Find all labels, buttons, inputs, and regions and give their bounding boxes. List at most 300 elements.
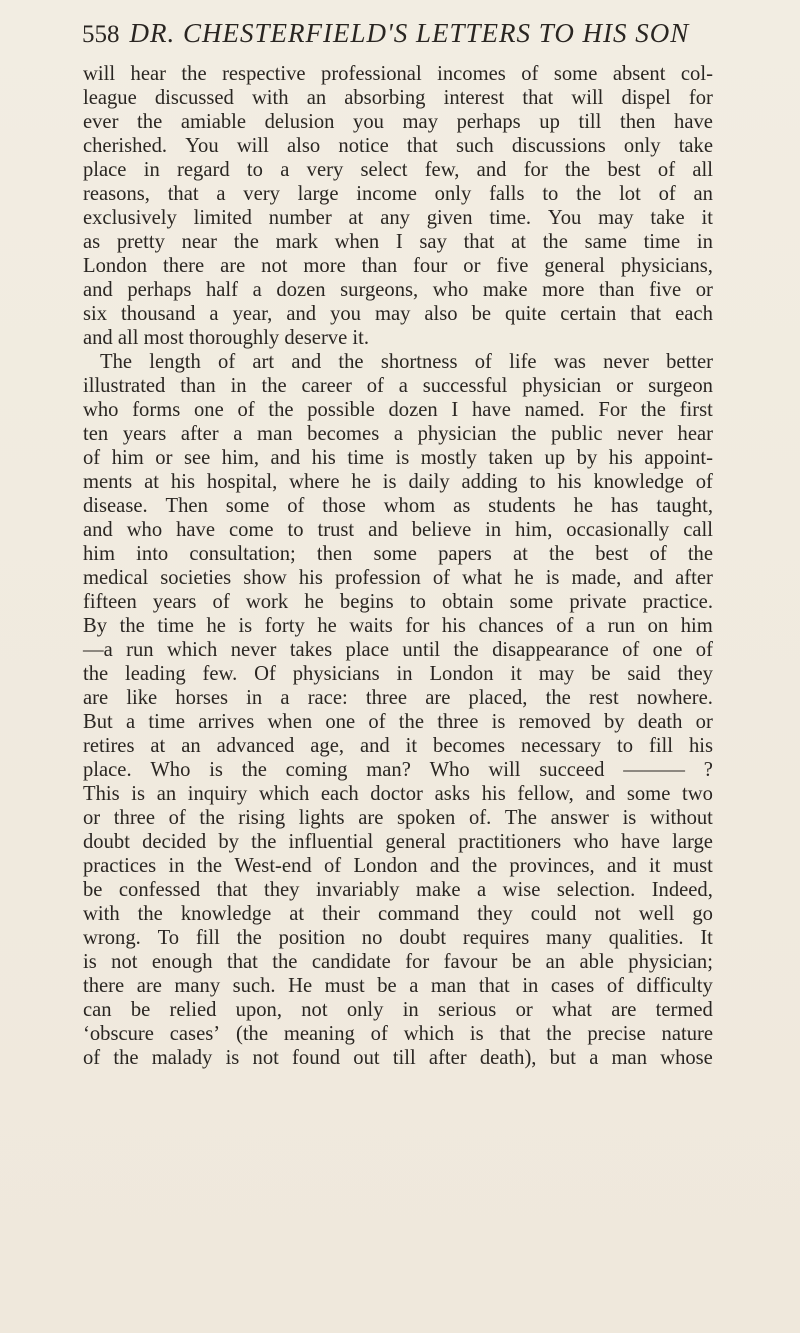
word: He (288, 975, 313, 997)
word: few, (424, 159, 460, 181)
word: where (289, 471, 340, 493)
word: the (511, 423, 537, 445)
word: for (688, 87, 713, 109)
word: It (700, 927, 713, 949)
word: thoroughly (188, 327, 285, 349)
word: said (627, 663, 661, 685)
word: what (462, 567, 503, 589)
word: also (287, 135, 321, 157)
word: given (426, 207, 473, 229)
word: call (683, 519, 713, 541)
word: delusion (264, 111, 335, 133)
text-line (83, 566, 713, 590)
word: practitioners (458, 831, 562, 853)
word: not (261, 255, 288, 277)
word: the (545, 687, 571, 709)
word: and (585, 783, 616, 805)
word: enough (151, 951, 213, 973)
word: a (280, 159, 290, 181)
word: in (696, 231, 713, 253)
word: for (405, 951, 430, 973)
word: limited (193, 207, 252, 229)
word: the (199, 807, 225, 829)
word: serious (437, 999, 497, 1021)
word: influential (288, 831, 374, 853)
word: that (167, 183, 199, 205)
word: of (370, 1023, 388, 1045)
word: reasons, (83, 183, 150, 205)
word: up (539, 111, 560, 133)
text-line (83, 686, 713, 710)
word: a (126, 711, 136, 733)
word: named. (524, 399, 585, 421)
word: of (695, 471, 713, 493)
text-line (83, 950, 713, 974)
word: difficulty (636, 975, 713, 997)
word: you (330, 303, 361, 325)
word: in (143, 159, 160, 181)
word: him, (515, 519, 553, 541)
word: only (623, 135, 661, 157)
word: confessed (118, 879, 201, 901)
word: quite (505, 303, 547, 325)
word: each (320, 783, 359, 805)
word: in (246, 687, 263, 709)
word: meaning (283, 1023, 355, 1045)
word: deserve (284, 327, 353, 349)
word: and (606, 855, 637, 877)
word: the (261, 375, 287, 397)
text-line (83, 254, 713, 278)
word: are (220, 255, 246, 277)
word: the (687, 543, 713, 565)
text-line (83, 902, 713, 926)
word: in (485, 519, 502, 541)
word: at (289, 903, 305, 925)
word: the (137, 111, 163, 133)
word: age, (310, 735, 345, 757)
word: papers (438, 543, 492, 565)
word: it (510, 663, 522, 685)
word: be (130, 999, 151, 1021)
word: when (267, 711, 313, 733)
word: removed (518, 711, 591, 733)
word: the (471, 855, 498, 877)
word: place (83, 159, 127, 181)
word: that (463, 231, 495, 253)
word: his (608, 447, 633, 469)
word: than (599, 279, 635, 301)
word: for (523, 159, 548, 181)
word: is (83, 951, 97, 973)
word: he (206, 615, 226, 637)
word: dozen (388, 399, 438, 421)
word: his (311, 447, 336, 469)
word: wrong. (83, 927, 141, 949)
word: I (451, 399, 459, 421)
running-head (82, 18, 730, 58)
word: necessary (521, 735, 602, 757)
word: pretty (116, 231, 165, 253)
word: interest (443, 87, 505, 109)
word: that (216, 879, 248, 901)
word: ments (83, 471, 133, 493)
word: spoken (396, 807, 456, 829)
word: placed, (468, 687, 528, 709)
word: exclusively (83, 207, 177, 229)
word: be (511, 951, 532, 973)
text-line (83, 710, 713, 734)
word: knowledge (593, 471, 684, 493)
word: run (126, 639, 154, 661)
running-title: DR. CHESTERFIELD'S LETTERS TO HIS SON (129, 18, 690, 48)
word: of (368, 711, 386, 733)
word: the (233, 231, 259, 253)
word: retires (83, 735, 135, 757)
word: becomes (307, 423, 380, 445)
word: some (509, 591, 554, 613)
word: disease. (83, 495, 148, 517)
word: such (455, 135, 494, 157)
word: will (83, 63, 116, 85)
word: relied (169, 999, 217, 1021)
word: physician (522, 375, 602, 397)
word: have (621, 831, 660, 853)
word: made, (571, 567, 622, 589)
word: an (693, 183, 713, 205)
word: the (119, 615, 145, 637)
word: four (413, 255, 448, 277)
word: of (83, 1047, 101, 1069)
word: hospital, (206, 471, 278, 493)
word: Of (254, 663, 276, 685)
word: absent (612, 63, 666, 85)
word: and (83, 279, 113, 301)
word: could (530, 903, 577, 925)
word: cases’ (169, 1023, 221, 1045)
word: there (83, 975, 125, 997)
word: death (637, 711, 683, 733)
word: time (157, 615, 194, 637)
word: and (476, 159, 507, 181)
word: is (131, 783, 146, 805)
word: has (610, 495, 639, 517)
word: after (180, 423, 219, 445)
word: the (453, 639, 479, 661)
word: ? (703, 759, 713, 781)
word: is (545, 567, 560, 589)
word: a (585, 615, 596, 637)
word: of (658, 183, 676, 205)
word: never (617, 423, 663, 445)
word: forty (264, 615, 305, 637)
word: appoint- (644, 447, 713, 469)
word: in (396, 663, 413, 685)
word: private (569, 591, 627, 613)
word: The (504, 807, 537, 829)
word: To (157, 927, 180, 949)
word: by (218, 831, 239, 853)
word: five (496, 255, 529, 277)
word: certain (560, 303, 617, 325)
text-line (83, 974, 713, 998)
word: work (245, 591, 289, 613)
word: most (143, 327, 189, 349)
word: will (236, 135, 269, 157)
word: without (649, 807, 713, 829)
word: take (678, 135, 713, 157)
word: come (228, 519, 274, 541)
word: (the (235, 1023, 268, 1045)
word: Who (429, 759, 470, 781)
word: some (225, 495, 270, 517)
word: say (419, 231, 447, 253)
word: which (166, 639, 218, 661)
word: at (511, 231, 527, 253)
word: fill (195, 927, 220, 949)
word: is (209, 759, 223, 781)
page-number: 558 (82, 21, 120, 48)
word: Who (150, 759, 191, 781)
word: his (557, 471, 582, 493)
text-line (83, 374, 713, 398)
word: discussed (154, 87, 234, 109)
word: found (292, 1047, 341, 1069)
word: that (630, 303, 662, 325)
word: time (643, 231, 681, 253)
word: of (323, 855, 342, 877)
word: till (392, 1047, 416, 1069)
word: the (576, 183, 602, 205)
word: not (252, 1047, 279, 1069)
text-line (83, 614, 713, 638)
word: after (428, 1047, 467, 1069)
word: a (233, 423, 243, 445)
word: whom (383, 495, 436, 517)
word: or (155, 447, 173, 469)
text-line (83, 782, 713, 806)
word: whose (660, 1047, 713, 1069)
text-line (83, 638, 713, 662)
word: to (529, 471, 546, 493)
word: the (113, 1047, 139, 1069)
text-line (83, 302, 713, 326)
word: hear (677, 423, 713, 445)
text-line (83, 734, 713, 758)
word: that (499, 1023, 531, 1045)
word: half (206, 279, 239, 301)
word: advanced (216, 735, 295, 757)
text-line (83, 134, 713, 158)
word: the (640, 399, 666, 421)
word: may (598, 207, 634, 229)
text-line (83, 758, 713, 782)
text-line (83, 854, 713, 878)
word: fifteen (83, 591, 137, 613)
word: also (424, 303, 458, 325)
word: and (633, 567, 664, 589)
word: doubt (83, 831, 130, 853)
word: art (252, 351, 275, 373)
word: of (218, 351, 236, 373)
word: at (348, 207, 364, 229)
word: only (434, 183, 472, 205)
word: the (137, 903, 163, 925)
word: By (83, 615, 108, 637)
word: have (472, 399, 511, 421)
word: at (512, 543, 528, 565)
word: his (688, 735, 713, 757)
text-line (83, 398, 713, 422)
word: each (675, 303, 713, 325)
word: is (491, 711, 506, 733)
word: taught, (656, 495, 713, 517)
word: as (83, 231, 101, 253)
word: and (270, 447, 301, 469)
word: favour (443, 951, 498, 973)
word: the (181, 63, 207, 85)
word: three (365, 687, 408, 709)
word: cases (550, 975, 595, 997)
word: of (521, 63, 539, 85)
word: to (542, 183, 559, 205)
word: like (126, 687, 158, 709)
word: chances (478, 615, 544, 637)
word: better (666, 351, 713, 373)
text-line (83, 326, 713, 350)
word: of (83, 447, 101, 469)
word: of (212, 591, 230, 613)
body-text (83, 62, 713, 1070)
word: a (398, 375, 408, 397)
word: the (236, 927, 262, 949)
word: horses (175, 687, 228, 709)
word: life (509, 351, 537, 373)
word: be (591, 663, 611, 685)
word: possible (307, 399, 375, 421)
word: man (430, 975, 467, 997)
word: invariably (315, 879, 400, 901)
word: many (174, 975, 221, 997)
word: trust (317, 519, 355, 541)
word: lights (298, 807, 345, 829)
word: succeed (539, 759, 605, 781)
word: on (647, 615, 669, 637)
word: years (152, 591, 197, 613)
word: place (345, 639, 389, 661)
word: an (306, 87, 327, 109)
word: adding (461, 471, 518, 493)
word: all (692, 159, 713, 181)
word: professional (321, 63, 422, 85)
word: till (578, 111, 602, 133)
text-line (83, 926, 713, 950)
word: may (538, 663, 575, 685)
word: the (564, 159, 591, 181)
word: but (549, 1047, 576, 1069)
word: at (150, 735, 166, 757)
word: best (595, 543, 629, 565)
word: public (551, 423, 603, 445)
word: mostly (420, 447, 477, 469)
word: can (83, 999, 112, 1021)
text-line (83, 878, 713, 902)
text-line (83, 494, 713, 518)
word: You (547, 207, 582, 229)
word: than (361, 255, 398, 277)
word: physicians, (620, 255, 713, 277)
text-line (83, 86, 713, 110)
word: with (83, 903, 120, 925)
word: of (474, 351, 492, 373)
word: general (385, 831, 446, 853)
word: in (522, 975, 539, 997)
word: than (180, 375, 216, 397)
word: up (544, 447, 566, 469)
word: surgeon (648, 375, 713, 397)
word: more (542, 279, 585, 301)
word: illustrated (83, 375, 166, 397)
word: they (677, 663, 713, 685)
word: leading (125, 663, 186, 685)
word: out (353, 1047, 380, 1069)
text-line (83, 206, 713, 230)
word: be (471, 303, 492, 325)
word: he (317, 615, 337, 637)
word: are (358, 807, 384, 829)
word: be (377, 975, 397, 997)
word: the (338, 351, 364, 373)
word: forms (132, 399, 181, 421)
word: three (113, 807, 155, 829)
word: London (83, 255, 148, 277)
word: and (359, 735, 390, 757)
word: amiable (180, 111, 247, 133)
word: him (111, 447, 144, 469)
word: col- (680, 63, 713, 85)
word: as (453, 495, 471, 517)
text-line (83, 278, 713, 302)
word: never (603, 351, 649, 373)
word: daily (408, 471, 450, 493)
word: and (286, 303, 317, 325)
word: or (695, 711, 713, 733)
word: mark (275, 231, 318, 253)
word: the (548, 543, 575, 565)
word: of (649, 543, 667, 565)
word: precise (587, 1023, 646, 1045)
word: and (291, 351, 322, 373)
word: five (649, 279, 682, 301)
word: a (280, 687, 290, 709)
word: requires (462, 927, 530, 949)
word: physician (417, 423, 497, 445)
word: of (622, 639, 640, 661)
word: then (619, 111, 656, 133)
word: West-end (234, 855, 312, 877)
word: he (351, 471, 371, 493)
word: man (257, 423, 293, 445)
word: wise (502, 879, 541, 901)
text-line (83, 830, 713, 854)
word: not (301, 999, 328, 1021)
word: physicians (292, 663, 380, 685)
text-line (83, 230, 713, 254)
word: into (136, 543, 169, 565)
text-line (83, 446, 713, 470)
word: provinces, (509, 855, 595, 877)
word: in (168, 855, 185, 877)
